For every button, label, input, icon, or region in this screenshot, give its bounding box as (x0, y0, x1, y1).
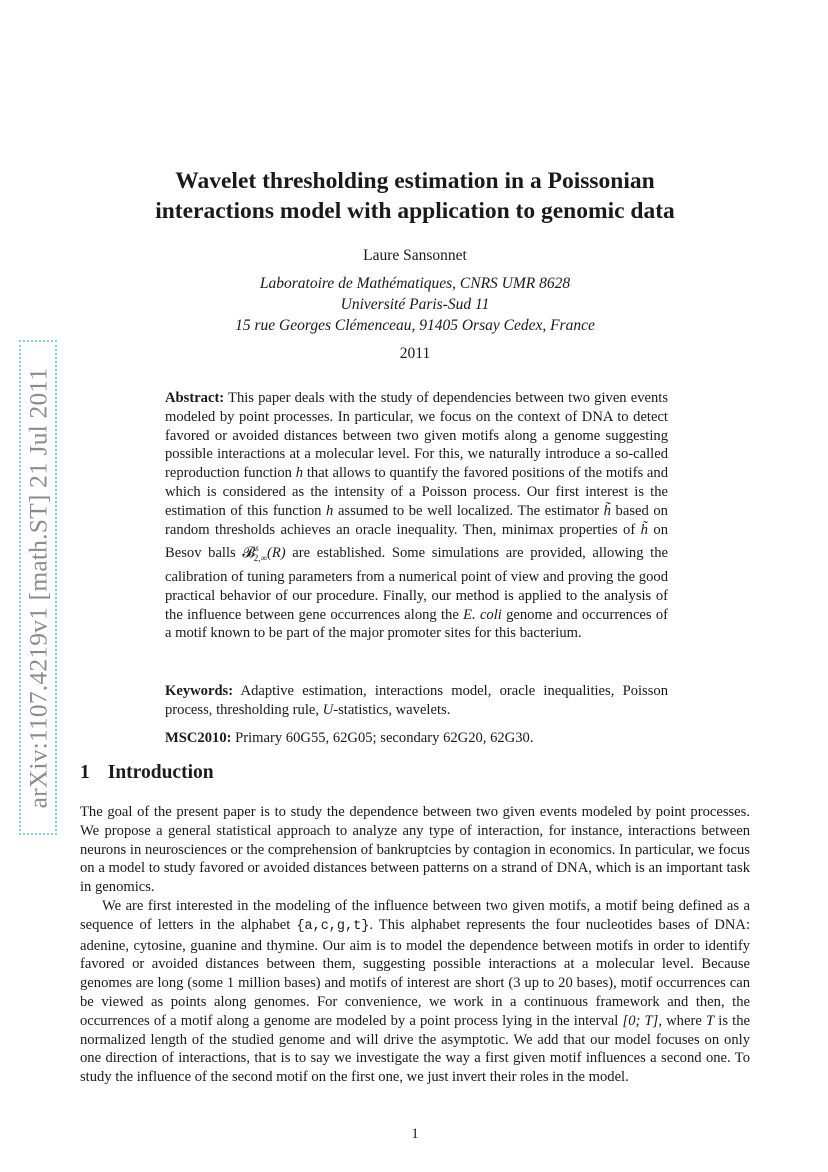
abstract-symbol-h: h (326, 502, 334, 519)
besov-argument: (R) (266, 545, 286, 562)
arxiv-identifier-text: arXiv:1107.4219v1 [math.ST] 21 Jul 2011 (23, 367, 53, 808)
paragraph-2-text-a: We are first interested in the modeling of the influence between two given motifs, a motif being defined as a sequence of letters in the alphabet (80, 897, 750, 933)
abstract-symbol-h: h (295, 465, 304, 482)
section-number: 1 (80, 762, 90, 783)
affiliation (80, 273, 750, 336)
interval-symbol: [0; T] (622, 1012, 659, 1029)
paragraph-2-text-c: , where (658, 1012, 702, 1029)
keywords-text-2: -statistics, wavelets. (333, 701, 451, 718)
paper-title (80, 166, 750, 226)
keywords-text-1: Adaptive estimation, interactions model, oracle inequalities, Poisson process, thresholding rule, (165, 683, 668, 718)
paragraph-2 (80, 897, 750, 1087)
besov-subscript: 2,∞ (253, 553, 267, 564)
abstract-text-5: on Besov balls (165, 521, 669, 562)
paragraph-2-text-d: is the normalized length of the studied genome and will drive the asymptotic. We add that our model focuses on only one direction of interactions, that is to say we investigate the way a first given motif influences a second one. To study the influence of the second motif on the first one, we just invert their roles in the model. (80, 1012, 750, 1086)
page-number: 1 (411, 1126, 419, 1142)
abstract-text-7: genome and occurrences of a motif known to be part of the major promoter sites for this bacterium. (165, 606, 669, 642)
abstract-text-6: are established. Some simulations are provided, allowing the calibration of tuning parameters from a numerical point of view and proving the good practical behavior of our procedure. Finally, our method is applied to the analysis of the influence between gene occurrences along the (165, 545, 668, 623)
keywords-symbol-u: U (322, 701, 334, 718)
author-name: Laure Sansonnet (363, 247, 467, 264)
besov-letter: 𝓑 (242, 545, 256, 562)
affiliation-line-2: Université Paris-Sud 11 (340, 296, 490, 313)
alphabet-set: {a,c,g,t} (296, 918, 370, 934)
title-line-2: interactions model with application to genomic data (155, 198, 675, 224)
abstract-text-3: assumed to be well localized. The estimator (337, 502, 600, 519)
keywords-label: Keywords: (165, 683, 234, 699)
abstract-symbol-h-tilde: h̃ (640, 521, 648, 538)
paragraph-1: The goal of the present paper is to study the dependence between two given events modeled by point processes. We propose a general statistical approach to analyze any type of interaction, for instance, interactions between neurons in neurosciences or the comprehension of bankruptcies by contagion in economics. In particular, we focus on a model to study favored or avoided distances between patterns on a strand of DNA, which is an important task in genomics. (80, 804, 750, 896)
affiliation-line-1: Laboratoire de Mathématiques, CNRS UMR 8628 (259, 275, 571, 292)
besov-superscript: s (255, 543, 259, 554)
msc-text: Primary 60G55, 62G05; secondary 62G20, 62G30. (235, 730, 534, 746)
keywords (165, 682, 668, 720)
abstract-ecoli: E. coli (463, 606, 502, 623)
symbol-t: T (705, 1012, 715, 1029)
title-line-1: Wavelet thresholding estimation in a Poissonian (175, 168, 655, 194)
abstract-text-1: This paper deals with the study of dependencies between two given events modeled by point processes. In particular, we focus on the context of DNA to detect favored or avoided distances between two given motifs along a genome suggesting possible interactions at a molecular level. For this, we naturally introduce a so-called reproduction function (165, 390, 668, 482)
body-text (80, 803, 750, 1087)
section-title: Introduction (107, 762, 214, 783)
msc-classification (165, 729, 668, 748)
abstract (165, 389, 668, 643)
affiliation-line-3: 15 rue Georges Clémenceau, 91405 Orsay Cedex, France (235, 317, 595, 334)
abstract-text-2: that allows to quantify the favored positions of the motifs and which is considered as the intensity of a Poisson process. Our first interest is the estimation of this function (165, 465, 668, 519)
abstract-symbol-h-tilde: h̃ (603, 502, 611, 519)
publication-year: 2011 (399, 345, 431, 362)
paragraph-2-text-b: . This alphabet represents the four nucleotides bases of DNA: adenine, cytosine, guanine and thymine. Our aim is to model the dependence between motifs in order to identify favored or avoided distances between them, suggesting possible interactions at a molecular level. Because genomes are long (some 1 million bases) and motifs of interest are short (3 up to 20 bases), motif occurrences can be viewed as points along genomes. For convenience, we work in a continuous framework and then, the occurrences of a motif along a genome are modeled by a point process lying in the interval (80, 916, 751, 1029)
besov-ball-symbol (242, 543, 286, 564)
msc-label: MSC2010: (165, 730, 232, 746)
abstract-text-4: based on random thresholds achieves an oracle inequality. Then, minimax properties of (165, 502, 668, 538)
section-heading (80, 762, 214, 784)
arxiv-identifier-stamp (19, 340, 57, 835)
abstract-label: Abstract: (165, 390, 225, 406)
